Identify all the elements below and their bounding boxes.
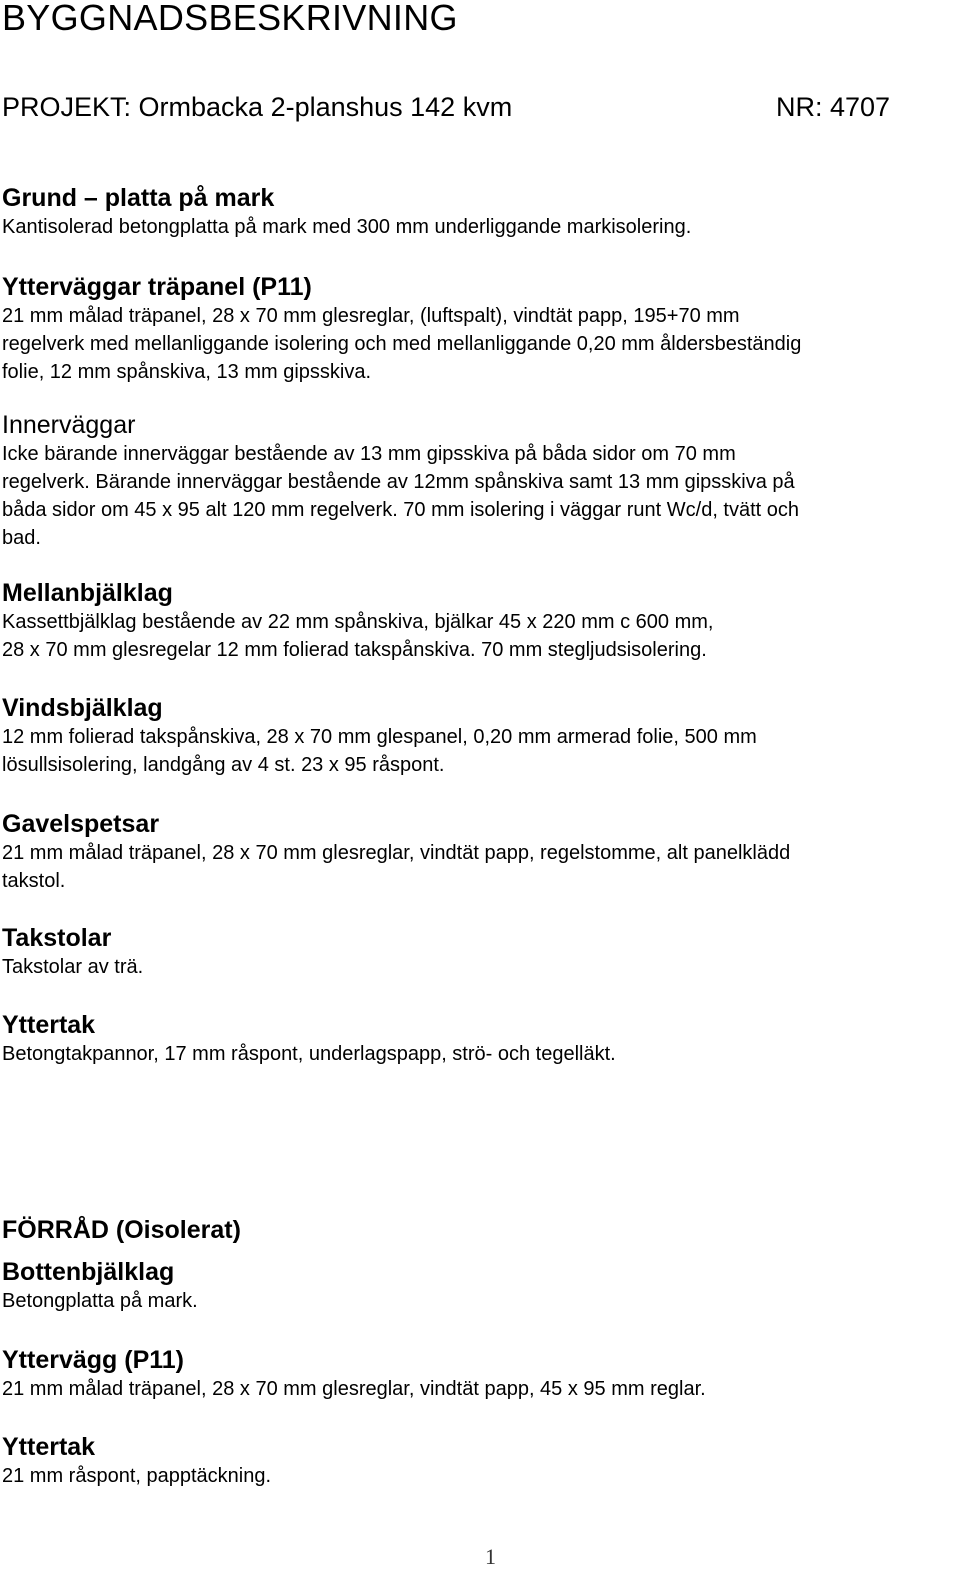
section-text: 12 mm folierad takspånskiva, 28 x 70 mm glespanel, 0,20 mm armerad folie, 500 mm lösullsisolering, landgång av 4 st. 23 x 95 råspont. <box>2 726 757 776</box>
section-bottenbjälklag <box>2 1257 957 1315</box>
section-innerväggar <box>2 410 957 552</box>
project-number: NR: 4707 <box>776 92 891 122</box>
section-heading: Takstolar <box>2 924 112 952</box>
section-text: Betongtakpannor, 17 mm råspont, underlagspapp, strö- och tegelläkt. <box>2 1043 616 1065</box>
section-heading: Yttervägg (P11) <box>2 1346 185 1374</box>
section-heading: FÖRRÅD (Oisolerat) <box>2 1216 241 1244</box>
section-text: Kantisolerad betongplatta på mark med 300 mm underliggande markisolering. <box>2 216 692 238</box>
section-text: Icke bärande innerväggar bestående av 13 mm gipsskiva på båda sidor om 70 mm regelverk. Bärande innerväggar bestående av 12mm spånskiva samt 13 mm gipsskiva på båda sidor om 45 x 95 alt 120 mm regelverk. 70 mm isolering i väggar runt Wc/d, tvätt och bad. <box>2 443 800 549</box>
page-number: 1 <box>485 1544 496 1569</box>
project-row <box>2 90 902 124</box>
section-text: Kassettbjälklag bestående av 22 mm spånskiva, bjälkar 45 x 220 mm c 600 mm, 28 x 70 mm glesregelar 12 mm folierad takspånskiva. 70 mm stegljudsisolering. <box>2 611 714 661</box>
project-name: PROJEKT: Ormbacka 2-planshus 142 kvm <box>2 92 513 122</box>
section-text: Betongplatta på mark. <box>2 1290 198 1312</box>
section-heading: Bottenbjälklag <box>2 1258 175 1286</box>
section-vindsbjälklag <box>2 693 957 779</box>
document-title: BYGGNADSBESKRIVNING <box>2 0 458 38</box>
section-heading: Vindsbjälklag <box>2 694 163 722</box>
section-text: 21 mm målad träpanel, 28 x 70 mm glesreglar, (luftspalt), vindtät papp, 195+70 mm regelverk med mellanliggande isolering och med mellanliggande 0,20 mm åldersbeständig folie, 12 mm spånskiva, 13 mm gipsskiva. <box>2 305 802 383</box>
section-yttertak <box>2 1010 957 1068</box>
section-yttervägg-förråd <box>2 1345 957 1403</box>
section-ytterväggar <box>2 272 957 386</box>
section-text: 21 mm målad träpanel, 28 x 70 mm glesreglar, vindtät papp, regelstomme, alt panelklädd takstol. <box>2 842 791 892</box>
section-heading: Yttertak <box>2 1433 96 1461</box>
section-heading: Mellanbjälklag <box>2 579 173 607</box>
section-grund <box>2 183 957 241</box>
section-heading: Ytterväggar träpanel (P11) <box>2 273 312 301</box>
section-yttertak-förråd <box>2 1432 957 1490</box>
section-takstolar <box>2 923 957 981</box>
section-heading: Yttertak <box>2 1011 96 1039</box>
section-heading: Gavelspetsar <box>2 810 160 838</box>
section-heading: Innerväggar <box>2 411 136 439</box>
section-text: 21 mm målad träpanel, 28 x 70 mm glesreglar, vindtät papp, 45 x 95 mm reglar. <box>2 1378 706 1400</box>
section-mellanbjälklag <box>2 578 957 664</box>
section-gavelspetsar <box>2 809 957 895</box>
section-förråd <box>2 1215 957 1245</box>
section-heading: Grund – platta på mark <box>2 184 275 212</box>
section-text: Takstolar av trä. <box>2 956 144 978</box>
section-text: 21 mm råspont, papptäckning. <box>2 1465 272 1487</box>
